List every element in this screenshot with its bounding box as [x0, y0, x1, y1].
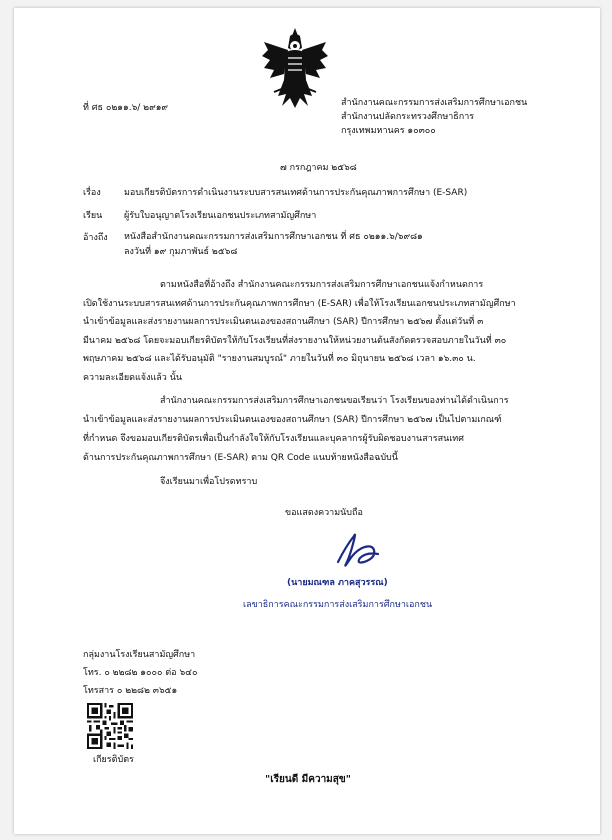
paragraph-line: พฤษภาคม ๒๕๖๘ และได้รับอนุมัติ "รายงานสมบูรณ์" ภายในวันที่ ๓๐ มิถุนายน ๒๕๖๘ เวลา ๑๖.๓๐ น. — [83, 354, 476, 364]
paragraph-line: เปิดใช้งานระบบสารสนเทศด้านการประกันคุณภาพการศึกษา (E-SAR) เพื่อให้โรงเรียนเอกชนประเภทสามัญศึกษา — [83, 298, 516, 309]
paragraph-line: ด้านการประกันคุณภาพการศึกษา (E-SAR) ตาม QR Code แนบท้ายหนังสือฉบับนี้ — [83, 453, 398, 463]
reference-number: ที่ ศธ ๐๒๑๑.๖/ ๒๙๑๙ — [83, 103, 169, 113]
qr-caption: เกียรติบัตร — [93, 755, 134, 765]
handwritten-signature-icon — [332, 528, 384, 572]
slogan: "เรียนดี มีความสุข" — [265, 774, 351, 785]
sender-line: สำนักงานปลัดกระทรวงศึกษาธิการ — [341, 112, 475, 122]
contact-block — [83, 646, 197, 700]
contact-fax: โทรสาร ๐ ๒๒๘๒ ๓๖๕๑ — [83, 686, 178, 696]
signer-name: (นายมณฑล ภาคสุวรรณ) — [287, 578, 388, 588]
reference-text — [124, 230, 423, 260]
complimentary-close: ขอแสดงความนับถือ — [285, 508, 363, 518]
salutation-label: เรียน — [83, 211, 103, 221]
reference-label: อ้างถึง — [83, 233, 108, 243]
closing-request: จึงเรียนมาเพื่อโปรดทราบ — [160, 477, 258, 487]
body-paragraph-2 — [83, 392, 509, 468]
paragraph-line: ความละเอียดแจ้งแล้ว นั้น — [83, 372, 183, 383]
qr-code-icon — [87, 703, 133, 749]
reference-line: หนังสือสำนักงานคณะกรรมการส่งเสริมการศึกษาเอกชน ที่ ศธ ๐๒๑๑.๖/๖๙๘๑ — [124, 232, 423, 242]
contact-phone: โทร. ๐ ๒๒๘๒ ๑๐๐๐ ต่อ ๖๔๐ — [83, 668, 198, 678]
letter-date: ๗ กรกฎาคม ๒๕๖๘ — [280, 163, 357, 173]
sender-line: กรุงเทพมหานคร ๑๐๓๐๐ — [341, 126, 436, 136]
reference-line: ลงวันที่ ๑๙ กุมภาพันธ์ ๒๕๖๘ — [124, 247, 238, 257]
garuda-emblem-icon — [260, 26, 330, 112]
paragraph-line: มีนาคม ๒๕๖๘ โดยจะมอบเกียรติบัตรให้กับโรงเรียนที่ส่งรายงานให้หน่วยงานต้นสังกัดตรวจสอบภายในวันที่ ๓๐ — [83, 335, 507, 346]
paragraph-line: ตามหนังสือที่อ้างถึง สำนักงานคณะกรรมการส่งเสริมการศึกษาเอกชนแจ้งกำหนดการ — [160, 280, 484, 290]
body-paragraph-1 — [83, 276, 516, 387]
paragraph-line: สำนักงานคณะกรรมการส่งเสริมการศึกษาเอกชนขอเรียนว่า โรงเรียนของท่านได้ดำเนินการ — [160, 396, 509, 406]
subject-text: มอบเกียรติบัตรการดำเนินงานระบบสารสนเทศด้านการประกันคุณภาพการศึกษา (E-SAR) — [124, 188, 468, 198]
sender-address — [341, 96, 527, 138]
paragraph-line: นำเข้าข้อมูลและส่งรายงานผลการประเมินตนเองของสถานศึกษา (SAR) ปีการศึกษา ๒๕๖๗ ตั้งแต่วันที่ ๓ — [83, 317, 484, 327]
contact-department: กลุ่มงานโรงเรียนสามัญศึกษา — [83, 650, 196, 660]
subject-label: เรื่อง — [83, 188, 101, 198]
letter-page — [14, 8, 600, 834]
paragraph-line: นำเข้าข้อมูลและส่งรายงานผลการประเมินตนเองของสถานศึกษา (SAR) ปีการศึกษา ๒๕๖๗ เป็นไปตามเกณฑ์ — [83, 415, 502, 425]
sender-line: สำนักงานคณะกรรมการส่งเสริมการศึกษาเอกชน — [341, 98, 528, 108]
signer-title: เลขาธิการคณะกรรมการส่งเสริมการศึกษาเอกชน — [243, 600, 433, 610]
salutation-text: ผู้รับใบอนุญาตโรงเรียนเอกชนประเภทสามัญศึกษา — [124, 211, 317, 221]
paragraph-line: ที่กำหนด จึงขอมอบเกียรติบัตรเพื่อเป็นกำลังใจให้กับโรงเรียนและบุคลากรผู้รับผิดชอบงานสารสนเทศ — [83, 434, 464, 444]
